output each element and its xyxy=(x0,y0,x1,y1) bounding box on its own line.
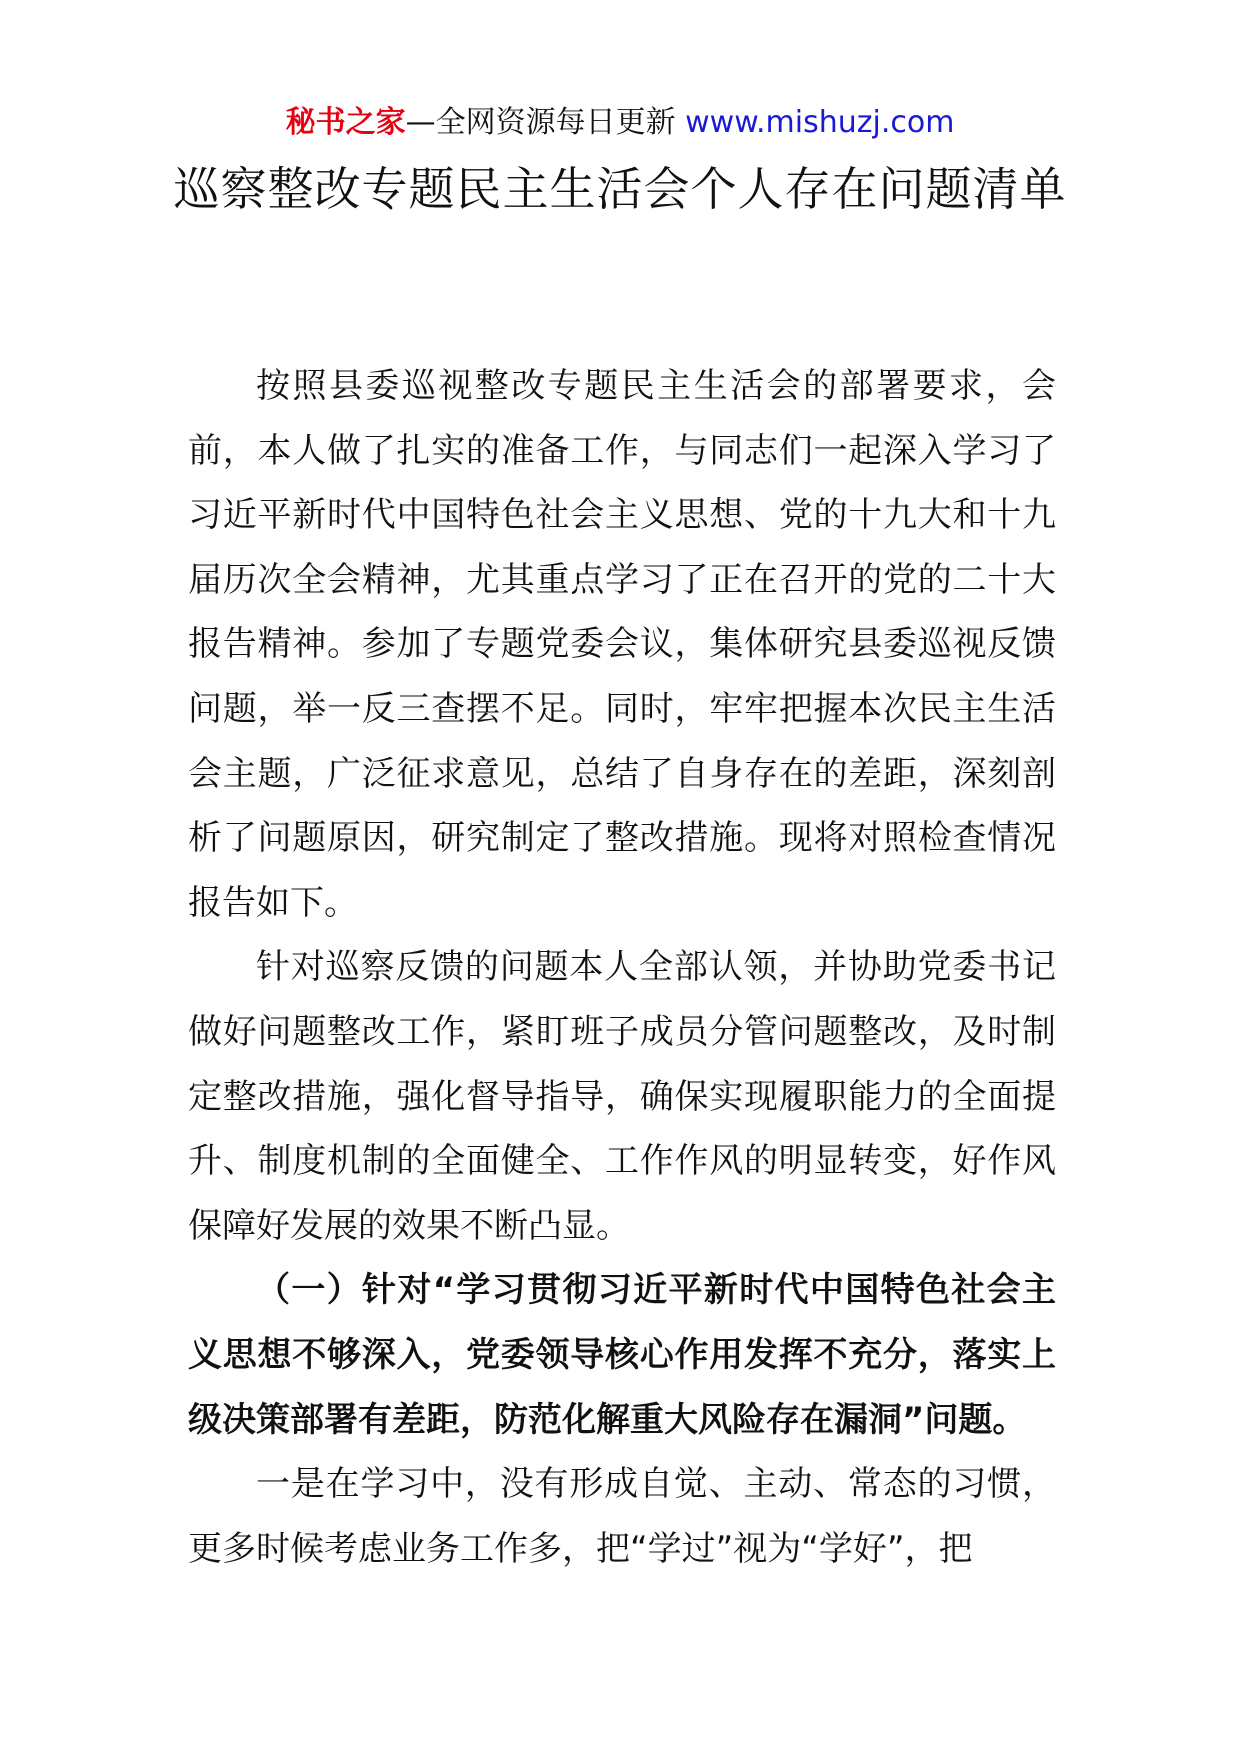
banner-slogan: —全网资源每日更新 xyxy=(405,105,686,140)
brand-name: 秘书之家 xyxy=(285,105,406,140)
site-banner xyxy=(0,100,1240,146)
document-body xyxy=(188,354,1056,1581)
section-heading-1: （一）针对“学习贯彻习近平新时代中国特色社会主义思想不够深入，党委领导核心作用发挥不充分，落实上级决策部署有差距，防范化解重大风险存在漏洞”问题。 xyxy=(188,1270,1056,1440)
acknowledgement-paragraph: 针对巡察反馈的问题本人全部认领，并协助党委书记做好问题整改工作，紧盯班子成员分管问题整改，及时制定整改措施，强化督导指导，确保实现履职能力的全面提升、制度机制的全面健全、工作作风的明显转变，好作风保障好发展的效果不断凸显。 xyxy=(188,947,1056,1246)
document-title: 巡察整改专题民主生活会个人存在问题清单 xyxy=(173,162,1067,216)
intro-paragraph: 按照县委巡视整改专题民主生活会的部署要求，会前，本人做了扎实的准备工作，与同志们一起深入学习了习近平新时代中国特色社会主义思想、党的十九大和十九届历次全会精神，尤其重点学习了正在召开的党的二十大报告精神。参加了专题党委会议，集体研究县委巡视反馈问题，举一反三查摆不足。同时，牢牢把握本次民主生活会主题，广泛征求意见，总结了自身存在的差距，深刻剖析了问题原因，研究制定了整改措施。现将对照检查情况报告如下。 xyxy=(188,366,1056,923)
site-url[interactable]: www.mishuzj.com xyxy=(685,105,955,140)
point-one-paragraph: 一是在学习中，没有形成自觉、主动、常态的习惯，更多时候考虑业务工作多，把“学过”视为“学好”，把 xyxy=(188,1464,1056,1569)
